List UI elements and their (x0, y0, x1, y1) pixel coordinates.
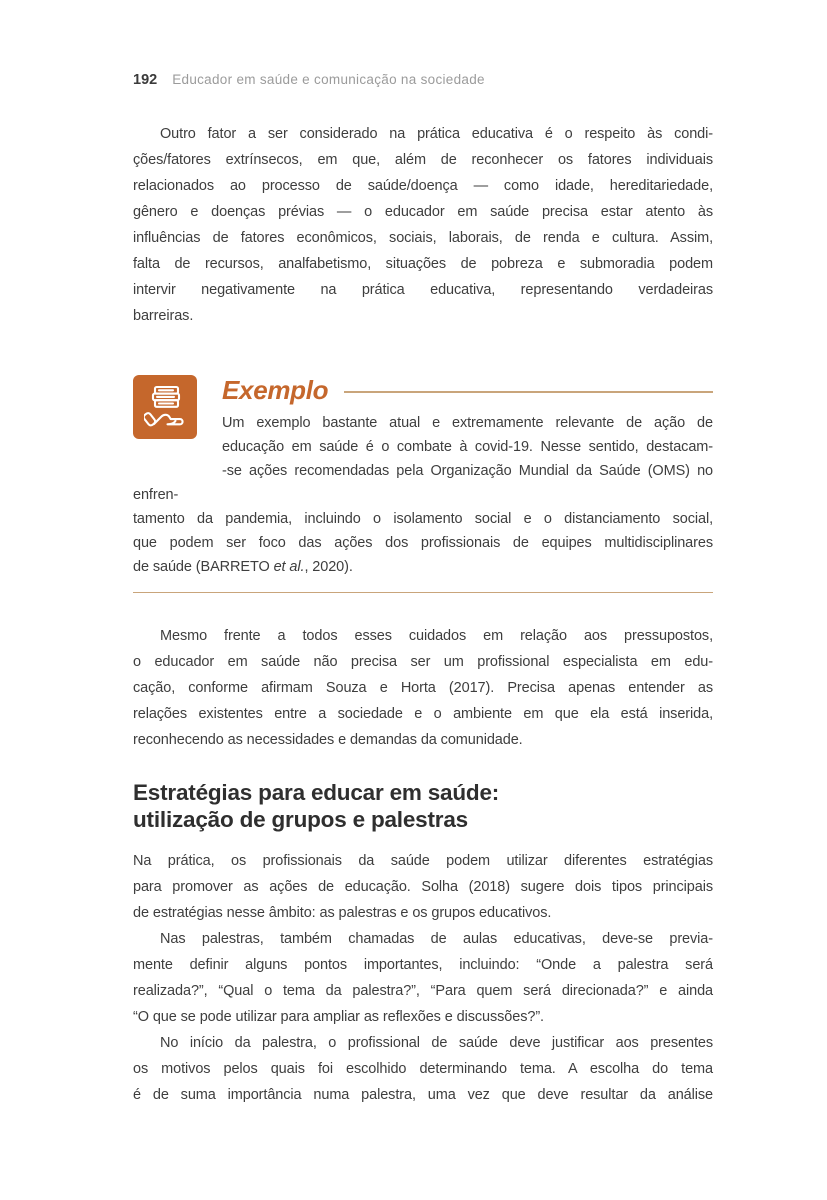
text-line: intervir negativamente na prática educativa, representando verdadeiras (133, 282, 713, 298)
text-line: realizada?”, “Qual o tema da palestra?”, “Para quem será direcionada?” e ainda (133, 983, 713, 999)
text-line: falta de recursos, analfabetismo, situações de pobreza e submoradia podem (133, 256, 713, 272)
example-bottom-rule (133, 592, 713, 593)
paragraph-lecture-start (133, 1030, 713, 1108)
text-line: relações existentes entre a sociedade e o ambiente em que ela está inserida, (133, 706, 713, 722)
section-heading (133, 779, 713, 833)
page-content (133, 72, 713, 1108)
text-line: gênero e doenças prévias — o educador em saúde precisa estar atento às (133, 204, 713, 220)
text-line: barreiras. (133, 308, 194, 324)
text-line: relacionados ao processo de saúde/doença — como idade, hereditariedade, (133, 178, 713, 194)
example-title: Exemplo (222, 375, 329, 405)
example-citation (133, 555, 713, 579)
text-line: os motivos pelos quais foi escolhido determinando tema. A escolha do tema (133, 1061, 713, 1077)
text-line: cação, conforme afirmam Souza e Horta (2017). Precisa apenas entender as (133, 680, 713, 696)
text-line: tamento da pandemia, incluindo o isolamento social e o distanciamento social, (133, 511, 713, 527)
text-line: “O que se pode utilizar para ampliar as reflexões e discussões?”. (133, 1009, 544, 1025)
text-line: Outro fator a ser considerado na prática educativa é o respeito às condi- (160, 126, 713, 142)
text-line: de estratégias nesse âmbito: as palestras e os grupos educativos. (133, 905, 552, 921)
text-line: Mesmo frente a todos esses cuidados em relação aos pressupostos, (160, 628, 713, 644)
text-line: No início da palestra, o profissional de saúde deve justificar aos presentes (160, 1035, 713, 1051)
text-line: -se ações recomendadas pela Organização Mundial da Saúde (OMS) no enfren- (133, 463, 713, 503)
text-line: mente definir alguns pontos importantes, incluindo: “Onde a palestra será (133, 957, 713, 973)
citation-text: de saúde (BARRETO (133, 559, 274, 575)
page-header (133, 72, 713, 88)
citation-et-al: et al. (273, 559, 305, 575)
example-body (133, 411, 713, 555)
text-line: para promover as ações de educação. Solha (2018) sugere dois tipos principais (133, 879, 713, 895)
citation-year: , 2020). (304, 559, 353, 575)
paragraph-extrinsic-factors (133, 121, 713, 329)
text-line: o educador em saúde não precisa ser um profissional especialista em edu- (133, 654, 713, 670)
paragraph-educator-profile (133, 623, 713, 753)
text-line: Nas palestras, também chamadas de aulas educativas, deve-se previa- (160, 931, 713, 947)
example-callout (133, 375, 713, 593)
page-number: 192 (133, 72, 158, 88)
text-line: reconhecendo as necessidades e demandas da comunidade. (133, 732, 523, 748)
text-line: Na prática, os profissionais da saúde podem utilizar diferentes estratégias (133, 853, 713, 869)
text-line: é de suma importância numa palestra, uma vez que deve resultar da análise (133, 1087, 713, 1103)
text-line: ções/fatores extrínsecos, em que, além de reconhecer os fatores individuais (133, 152, 713, 168)
text-line: influências de fatores econômicos, sociais, laborais, de renda e cultura. Assim, (133, 230, 713, 246)
text-line: que podem ser foco das ações dos profissionais de equipes multidisciplinares (133, 535, 713, 551)
text-line: Estratégias para educar em saúde: (133, 780, 500, 805)
paragraph-lectures-questions (133, 926, 713, 1030)
paragraph-strategies-intro (133, 848, 713, 926)
text-line: educação em saúde é o combate à covid-19. Nesse sentido, destacam- (222, 439, 713, 455)
example-header (222, 375, 713, 405)
example-title-rule (344, 391, 713, 393)
books-in-hand-icon (133, 375, 197, 439)
text-line: utilização de grupos e palestras (133, 807, 468, 832)
running-title: Educador em saúde e comunicação na sociedade (172, 72, 485, 87)
text-line: Um exemplo bastante atual e extremamente relevante de ação de (222, 415, 713, 431)
